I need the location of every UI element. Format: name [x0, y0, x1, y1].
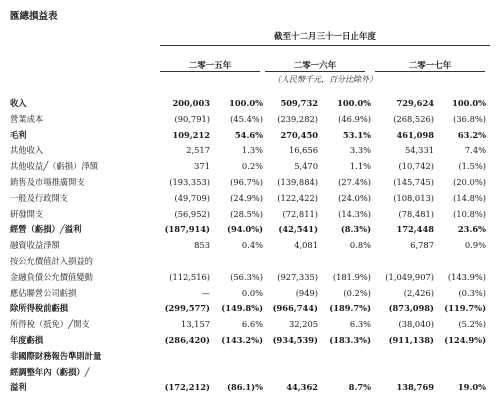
page-title: 匯總損益表: [10, 11, 58, 22]
cell-value: (108,013): [393, 192, 434, 203]
unit-note: （人民幣千元，百分比除外）: [273, 75, 377, 84]
cell-value: (268,526): [393, 113, 434, 124]
cell-value: (28.5%): [230, 208, 263, 219]
table-row: [10, 270, 496, 284]
cell-value: 8.7%: [348, 382, 371, 393]
cell-value: 100.0%: [337, 98, 371, 108]
row-label: 經營（虧損）╱溢利: [10, 224, 82, 235]
cell-value: (239,282): [277, 113, 318, 124]
cell-value: (96.7%): [230, 177, 263, 187]
cell-value: 109,212: [172, 129, 210, 140]
cell-value: (187,914): [164, 224, 210, 235]
row-label: 一般及行政開支: [10, 192, 69, 203]
cell-value: 6.3%: [349, 319, 371, 330]
cell-value: 54.6%: [234, 129, 263, 140]
cell-value: (5.2%): [458, 319, 486, 330]
cell-value: (112,516): [169, 271, 210, 282]
table-row: [10, 143, 496, 157]
cell-value: 44,362: [286, 382, 318, 393]
cell-value: 6,787: [410, 240, 434, 251]
cell-value: (94.0%): [227, 224, 263, 235]
cell-value: 19.0%: [457, 382, 486, 393]
cell-value: 0.0%: [241, 287, 263, 298]
cell-value: (24.9%): [230, 192, 263, 203]
cell-value: 100.0%: [452, 98, 486, 108]
table-row: [10, 96, 496, 110]
cell-value: 4,081: [294, 240, 318, 251]
cell-value: 0.8%: [349, 240, 371, 251]
row-label: 研發開支: [10, 208, 44, 219]
table-row: [10, 254, 496, 268]
table-row: [10, 301, 496, 315]
cell-value: (934,539): [272, 335, 318, 345]
cell-value: 23.6%: [457, 224, 486, 235]
cell-value: 6.6%: [241, 319, 263, 330]
year-2016: 二零一六年: [293, 61, 337, 71]
row-label: 應佔聯營公司虧損: [10, 287, 77, 298]
cell-value: (24.0%): [338, 192, 371, 203]
cell-value: 53.1%: [342, 129, 371, 140]
table-row: [10, 112, 496, 126]
cell-value: (86.1)%: [227, 382, 263, 393]
cell-value: (927,335): [277, 271, 318, 282]
row-label: 所得稅（抵免）╱開支: [10, 319, 90, 330]
cell-value: (20.0%): [453, 177, 486, 187]
cell-value: 13,157: [180, 319, 210, 330]
cell-value: 0.2%: [241, 161, 263, 172]
cell-value: (1,049,907): [385, 271, 434, 282]
table-row: [10, 175, 496, 189]
row-label: 經調整年內（虧損）╱: [10, 366, 90, 377]
cell-value: 0.4%: [241, 240, 263, 251]
row-label: 年度虧損: [10, 335, 44, 345]
period-header: 截至十二月三十一日止年度: [273, 32, 376, 42]
cell-value: (90,791): [174, 113, 210, 124]
table-row: [10, 222, 496, 236]
cell-value: (38,040): [398, 319, 434, 330]
cell-value: 200,003: [172, 98, 210, 108]
row-label: 按公允價值計入損益的: [10, 256, 93, 266]
year-2015: 二零一五年: [188, 61, 232, 71]
cell-value: (46.9%): [338, 113, 371, 124]
cell-value: (143.2%): [221, 335, 263, 345]
cell-value: 371: [194, 161, 210, 172]
year-rule-2015: [160, 71, 260, 72]
cell-value: (189.7%): [329, 303, 371, 314]
cell-value: (1.5%): [458, 161, 486, 172]
cell-value: 7.4%: [464, 145, 486, 156]
table-row: [10, 128, 496, 142]
year-rule-2017: [375, 71, 485, 72]
cell-value: (72,811): [282, 208, 318, 219]
cell-value: 5,470: [294, 161, 318, 172]
cell-value: 853: [194, 240, 210, 251]
cell-value: (181.9%): [332, 271, 371, 282]
cell-value: (183.3%): [329, 335, 371, 345]
cell-value: 54,331: [404, 145, 434, 156]
cell-value: (145,745): [393, 177, 434, 187]
cell-value: (124.9%): [444, 335, 486, 345]
cell-value: (56.3%): [230, 271, 263, 282]
header-rule: [160, 45, 490, 46]
cell-value: (0.2%): [343, 287, 371, 298]
row-label: 金融負債公允價值變動: [10, 271, 93, 282]
cell-value: (193,353): [169, 177, 210, 187]
cell-value: (143.9%): [447, 271, 486, 282]
cell-value: 461,098: [396, 129, 434, 140]
cell-value: (14.3%): [338, 208, 371, 219]
table-row: [10, 317, 496, 331]
cell-value: 32,205: [288, 319, 318, 330]
cell-value: (8.3%): [340, 224, 371, 235]
cell-value: (27.4%): [338, 177, 371, 187]
table-row: [10, 207, 496, 221]
row-label: 營業成本: [10, 113, 44, 124]
row-label: 溢利: [10, 382, 27, 393]
cell-value: (149.8%): [221, 303, 263, 314]
cell-value: (122,422): [277, 192, 318, 203]
cell-value: (172,212): [164, 382, 210, 393]
cell-value: 2,517: [186, 145, 210, 156]
cell-value: (286,420): [164, 335, 210, 345]
cell-value: (966,744): [272, 303, 318, 314]
cell-value: (949): [295, 287, 318, 298]
row-label: 融資收益淨額: [10, 240, 60, 251]
cell-value: (0.3%): [458, 287, 486, 298]
cell-value: 100.0%: [229, 98, 263, 108]
cell-value: (49,709): [174, 192, 210, 203]
cell-value: (911,138): [388, 335, 434, 345]
table-row: [10, 286, 496, 300]
cell-value: 63.2%: [457, 129, 486, 140]
row-label: 其他收入: [10, 145, 44, 156]
cell-value: (10,742): [398, 161, 434, 172]
table-row: [10, 238, 496, 252]
cell-value: (56,952): [174, 208, 210, 219]
cell-value: 0.9%: [464, 240, 486, 251]
year-rule-2016: [265, 71, 365, 72]
cell-value: 509,732: [280, 98, 318, 108]
cell-value: 1.1%: [349, 161, 371, 172]
table-row: [10, 159, 496, 173]
cell-value: (2,426): [403, 287, 434, 298]
row-label: 銷售及市場推廣開支: [10, 177, 85, 187]
row-label: 除所得稅前虧損: [10, 303, 69, 314]
table-row: [10, 365, 496, 379]
cell-value: 138,769: [396, 382, 434, 393]
cell-value: (299,577): [164, 303, 210, 314]
cell-value: (78,481): [398, 208, 434, 219]
cell-value: (10.8%): [453, 208, 486, 219]
cell-value: 270,450: [280, 129, 318, 140]
cell-value: —: [201, 287, 210, 298]
cell-value: (873,098): [388, 303, 434, 314]
year-2017: 二零一七年: [408, 61, 452, 71]
row-label: 非國際財務報告準則計量: [10, 350, 102, 361]
row-label: 毛利: [10, 129, 27, 140]
cell-value: (14.8%): [453, 192, 486, 203]
cell-value: 172,448: [396, 224, 434, 235]
cell-value: (45.4%): [230, 113, 263, 124]
row-label: 其他收益╱（虧損）淨額: [10, 161, 98, 172]
cell-value: 16,656: [288, 145, 318, 156]
cell-value: (119.7%): [444, 303, 486, 314]
cell-value: (42,541): [278, 224, 318, 235]
table-row: [10, 380, 496, 394]
table-row: [10, 333, 496, 347]
cell-value: 1.3%: [241, 145, 263, 156]
table-row: [10, 191, 496, 205]
table-row: [10, 349, 496, 363]
cell-value: 3.3%: [349, 145, 371, 156]
row-label: 收入: [10, 98, 27, 108]
cell-value: (36.8%): [453, 113, 486, 124]
cell-value: (139,884): [277, 177, 318, 187]
cell-value: 729,624: [396, 98, 434, 108]
